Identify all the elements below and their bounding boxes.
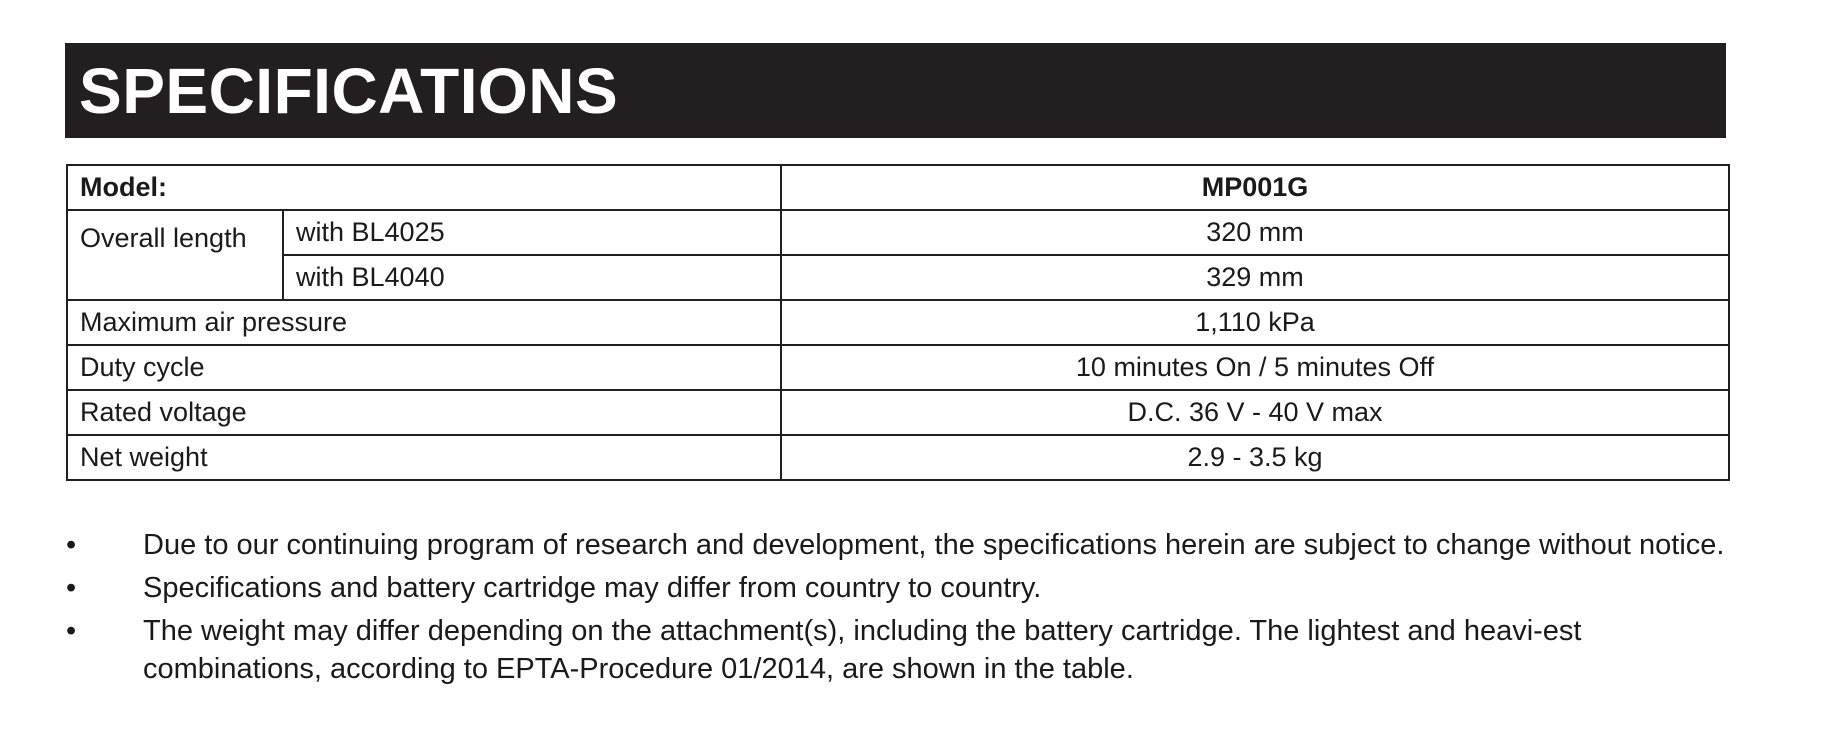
- bullet-icon: •: [66, 615, 77, 647]
- spec-value: 1,110 kPa: [781, 300, 1729, 345]
- table-row: [67, 435, 1729, 480]
- spec-label: Net weight: [67, 435, 781, 480]
- overall-length-sub-label: with BL4040: [283, 255, 781, 300]
- overall-length-value: 329 mm: [781, 255, 1729, 300]
- table-row: [67, 390, 1729, 435]
- spec-label: Rated voltage: [67, 390, 781, 435]
- note-text: The weight may differ depending on the attachment(s), including the battery cartridge. The lightest and heavi-est combinations, according to EPTA-Procedure 01/2014, are shown in the table.: [143, 615, 1582, 685]
- model-label: Model:: [67, 165, 781, 210]
- table-row-overall-length-1: [67, 210, 1729, 255]
- bullet-icon: •: [66, 572, 77, 604]
- list-item: [0, 569, 1827, 607]
- notes-list: [0, 526, 1827, 693]
- specifications-header-bar: [65, 43, 1726, 138]
- spec-label: Maximum air pressure: [67, 300, 781, 345]
- note-text: Due to our continuing program of research and development, the specifications herein are subject to change without notice.: [143, 529, 1725, 561]
- page-title: SPECIFICATIONS: [79, 54, 619, 127]
- bullet-icon: •: [66, 529, 77, 561]
- spec-value: D.C. 36 V - 40 V max: [781, 390, 1729, 435]
- model-value: MP001G: [781, 165, 1729, 210]
- list-item: [0, 526, 1827, 564]
- overall-length-sub-label: with BL4025: [283, 210, 781, 255]
- spec-value: 2.9 - 3.5 kg: [781, 435, 1729, 480]
- note-text: Specifications and battery cartridge may differ from country to country.: [143, 572, 1042, 604]
- spec-label: Duty cycle: [67, 345, 781, 390]
- list-item: [0, 612, 1827, 688]
- table-row: [67, 300, 1729, 345]
- overall-length-label: Overall length: [67, 210, 283, 300]
- overall-length-value: 320 mm: [781, 210, 1729, 255]
- specifications-table: [66, 164, 1730, 481]
- table-row: [67, 345, 1729, 390]
- spec-value: 10 minutes On / 5 minutes Off: [781, 345, 1729, 390]
- table-row-model: [67, 165, 1729, 210]
- table-row-overall-length-2: [67, 255, 1729, 300]
